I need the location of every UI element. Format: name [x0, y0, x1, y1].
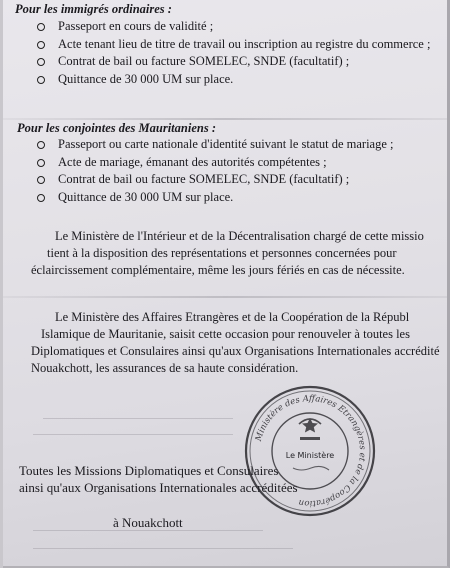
bullet-icon — [37, 176, 45, 184]
bullet-icon — [37, 141, 45, 149]
bullet-icon — [37, 23, 45, 31]
requirements-list-immigres — [37, 18, 430, 88]
bullet-icon — [37, 58, 45, 66]
bleed-through-line — [33, 548, 293, 549]
bleed-through-line — [33, 434, 233, 435]
paragraph-closing: Le Ministère des Affaires Etrangères et de la Coopération de la Républ Islamique de Mauritanie, saisit cette occasion pour renouveler à toutes les Diplomatiques et Consulaires ainsi qu'aux Organisations Internationales accrédité Nouakchott, les assurances de sa haute considération. — [31, 310, 440, 375]
list-item: Contrat de bail ou facture SOMELEC, SNDE (facultatif) ; — [37, 53, 430, 71]
list-item: Quittance de 30 000 UM sur place. — [37, 71, 430, 89]
bullet-icon — [37, 194, 45, 202]
addressee-block: Toutes les Missions Diplomatiques et Consulaires ainsi qu'aux Organisations Internationales accréditées — [19, 463, 298, 495]
requirements-list-conjointes — [37, 136, 393, 206]
place-line: à Nouakchott — [113, 515, 183, 530]
document-page — [3, 0, 450, 568]
stamp-center-text: Le Ministère — [285, 451, 335, 460]
stamp-ring-text: Ministère des Affaires Etrangères et de la Coopération — [253, 393, 368, 509]
paragraph-interieur: Le Ministère de l'Intérieur et de la Décentralisation chargé de cette missio tient à la disposition des représentations et personnes concernées pour éclaircissement complémentaire, même les jours fériés en cas de nécessite. — [31, 229, 424, 277]
bullet-icon — [37, 159, 45, 167]
emblem-icon — [299, 418, 321, 440]
official-stamp — [241, 382, 379, 520]
list-item: Acte tenant lieu de titre de travail ou inscription au registre du commerce ; — [37, 36, 430, 54]
section-heading-conjointes: Pour les conjointes des Mauritaniens : — [17, 121, 216, 135]
list-item: Acte de mariage, émanant des autorités compétentes ; — [37, 154, 393, 172]
bullet-icon — [37, 76, 45, 84]
list-item: Passeport en cours de validité ; — [37, 18, 430, 36]
bullet-icon — [37, 41, 45, 49]
bleed-through-line — [43, 418, 233, 419]
list-item: Passeport ou carte nationale d'identité suivant le statut de mariage ; — [37, 136, 393, 154]
paper-fold — [3, 118, 447, 120]
list-item: Quittance de 30 000 UM sur place. — [37, 189, 393, 207]
list-item: Contrat de bail ou facture SOMELEC, SNDE (facultatif) ; — [37, 171, 393, 189]
paper-fold — [3, 296, 447, 298]
section-heading-immigres: Pour les immigrés ordinaires : — [15, 2, 172, 16]
